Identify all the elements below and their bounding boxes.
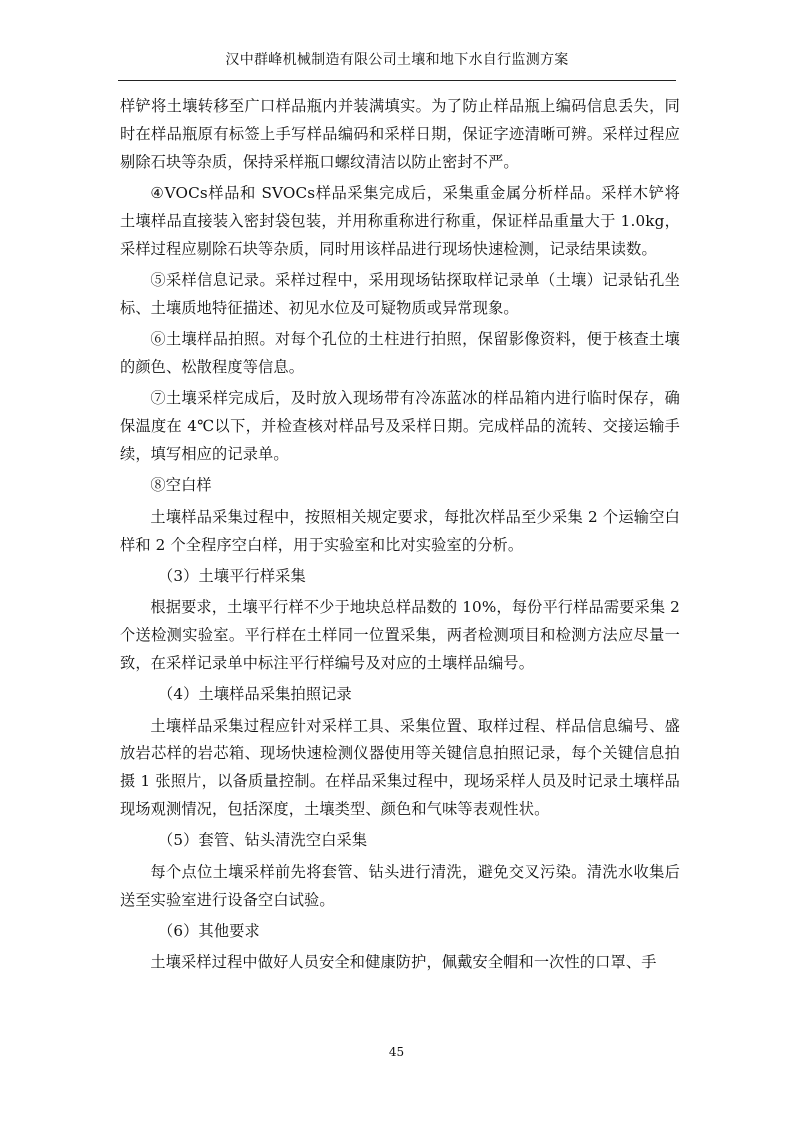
paragraph-continuation: 样铲将土壤转移至广口样品瓶内并装满填实。为了防止样品瓶上编码信息丢失，同时在样品瓶原有标签上手写样品编码和采样日期，保证字迹清晰可辨。采样过程应剔除石块等杂质，保持采样瓶口螺纹清洁以防止密封不严。 <box>120 97 680 171</box>
paragraph-other-requirements: 土壤采样过程中做好人员安全和健康防护，佩戴安全帽和一次性的口罩、手 <box>150 953 657 972</box>
paragraph-equipment-blank: 每个点位土壤采样前先将套管、钻头进行清洗，避免交叉污染。清洗水收集后送至实验室进行设备空白试验。 <box>120 862 680 909</box>
header-divider <box>118 80 676 81</box>
paragraph-photo-records: 土壤样品采集过程应针对采样工具、采集位置、取样过程、样品信息编号、盛放岩芯样的岩芯箱、现场快速检测仪器使用等关键信息拍照记录，每个关键信息拍摄 1 张照片，以备质量控制。在样品采集过程中，现场采样人员及时记录土壤样品现场观测情况，包括深度，土壤类型、颜色和气味等表观性状。 <box>120 716 680 819</box>
paragraph-blank-samples: 土壤样品采集过程中，按照相关规定要求，每批次样品至少采集 2 个运输空白样和 2 个全程序空白样，用于实验室和比对实验室的分析。 <box>120 507 680 554</box>
paragraph-step-6: ⑥土壤样品拍照。对每个孔位的土柱进行拍照，保留影像资料，便于核查土壤的颜色、松散程度等信息。 <box>120 330 680 376</box>
document-body <box>120 93 680 977</box>
paragraph-step-4: ④VOCs样品和 SVOCs样品采集完成后，采集重金属分析样品。采样木铲将土壤样品直接装入密封袋包装，并用称重称进行称重，保证样品重量大于 1.0kg，采样过程应剔除石块等杂质，同时用该样品进行现场快速检测，记录结果读数。 <box>120 183 680 258</box>
page-number: 45 <box>388 1045 405 1059</box>
section-heading-3: （3）土壤平行样采集 <box>158 566 306 585</box>
paragraph-step-8: ⑧空白样 <box>150 476 212 495</box>
section-heading-5: （5）套管、钻头清洗空白采集 <box>158 831 368 850</box>
paragraph-step-7: ⑦土壤采样完成后，及时放入现场带有冷冻蓝冰的样品箱内进行临时保存，确保温度在 4℃以下，并检查核对样品号及采样日期。完成样品的流转、交接运输手续，填写相应的记录单。 <box>120 389 680 463</box>
paragraph-step-5: ⑤采样信息记录。采样过程中，采用现场钻探取样记录单（土壤）记录钻孔坐标、土壤质地特征描述、初见水位及可疑物质或异常现象。 <box>120 270 680 317</box>
section-heading-6: （6）其他要求 <box>158 922 260 941</box>
paragraph-parallel-samples: 根据要求，土壤平行样不少于地块总样品数的 10%，每份平行样品需要采集 2 个送检测实验室。平行样在土样同一位置采集，两者检测项目和检测方法应尽量一致，在采样记录单中标注平行样编号及对应的土壤样品编号。 <box>120 598 680 672</box>
page-header-title: 汉中群峰机械制造有限公司土壤和地下水自行监测方案 <box>225 52 569 68</box>
section-heading-4: （4）土壤样品采集拍照记录 <box>158 685 352 704</box>
